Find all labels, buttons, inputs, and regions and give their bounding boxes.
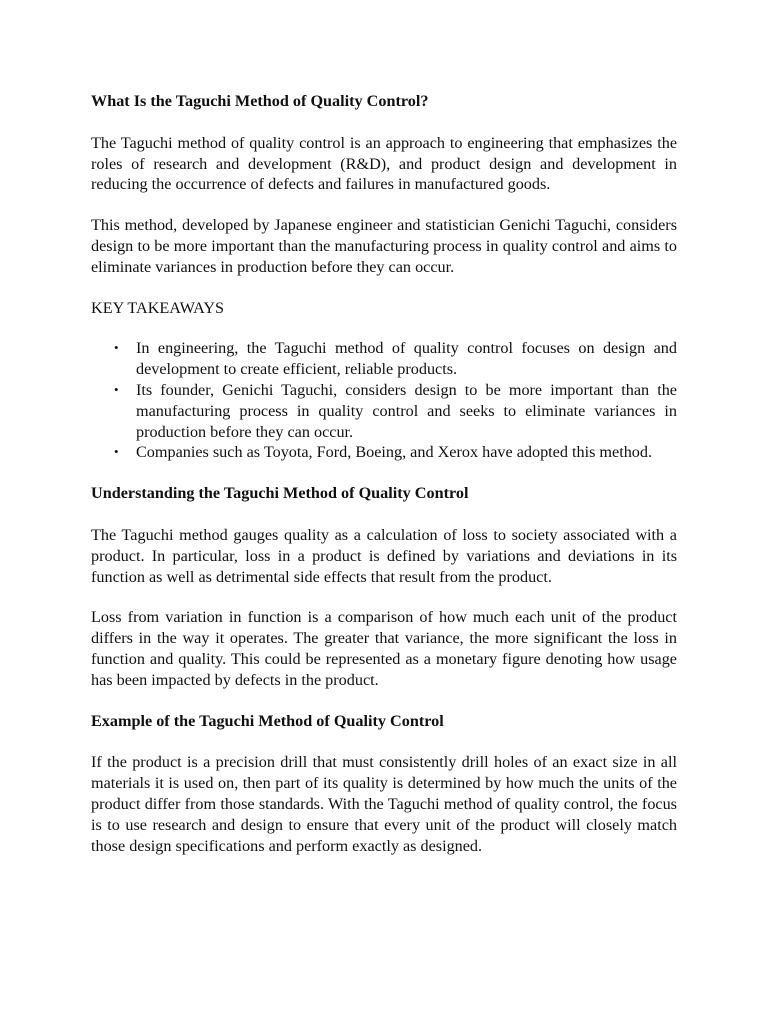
list-item [114, 338, 677, 380]
bullet-icon: • [114, 340, 119, 356]
intro-paragraph-2: This method, developed by Japanese engineer and statistician Genichi Taguchi, considers design to be more important than the manufacturing process in quality control and aims to eliminate variances in production before they can occur. [91, 216, 677, 276]
key-takeaways-title: KEY TAKEAWAYS [91, 298, 225, 317]
understanding-paragraph-1: The Taguchi method gauges quality as a calculation of loss to society associated with a product. In particular, loss in a product is defined by variations and deviations in its function as well as detrimental side effects that result from the product. [91, 525, 677, 586]
key-takeaways-list [91, 338, 677, 463]
bullet-icon: • [114, 444, 119, 460]
section-heading-understanding: Understanding the Taguchi Method of Quality Control [91, 484, 469, 503]
list-item [114, 442, 677, 463]
intro-paragraph-1: The Taguchi method of quality control is an approach to engineering that emphasizes the roles of research and development (R&D), and product design and development in reducing the occurrence of defects and failures in manufactured goods. [91, 133, 677, 194]
list-item [114, 380, 677, 442]
document-title: What Is the Taguchi Method of Quality Control? [91, 92, 429, 110]
example-paragraph-1: If the product is a precision drill that must consistently drill holes of an exact size in all materials it is used on, then part of its quality is determined by how much the units of the product differ from those standards. With the Taguchi method of quality control, the focus is to use research and design to ensure that every unit of the product will closely match those design specifications and perform exactly as designed. [91, 753, 677, 855]
document-page [91, 91, 677, 876]
bullet-icon: • [114, 381, 119, 397]
list-item-text: In engineering, the Taguchi method of quality control focuses on design and development to create efficient, reliable products. [136, 339, 677, 379]
understanding-paragraph-2: Loss from variation in function is a comparison of how much each unit of the product differs in the way it operates. The greater that variance, the more significant the loss in function and quality. This could be represented as a monetary figure denoting how usage has been impacted by defects in the product. [91, 608, 677, 689]
list-item-text: Its founder, Genichi Taguchi, considers design to be more important than the manufacturing process in quality control and seeks to eliminate variances in production before they can occur. [136, 380, 677, 441]
section-heading-example: Example of the Taguchi Method of Quality Control [91, 711, 444, 730]
list-item-text: Companies such as Toyota, Ford, Boeing, and Xerox have adopted this method. [136, 443, 653, 462]
